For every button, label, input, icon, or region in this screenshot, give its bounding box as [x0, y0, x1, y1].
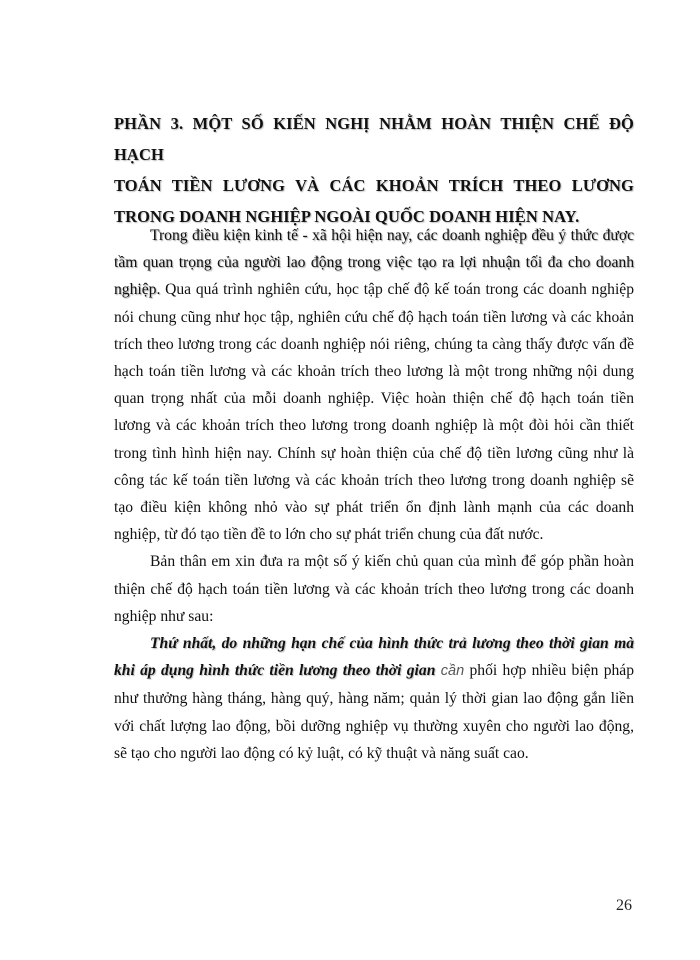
heading-line-2: TOÁN TIỀN LƯƠNG VÀ CÁC KHOẢN TRÍCH THEO LƯƠNG: [114, 176, 634, 195]
first-point-light-word: cần: [435, 663, 465, 680]
paragraph-first-point: [114, 630, 634, 767]
body-text: [114, 222, 634, 767]
page-number: 26: [616, 897, 632, 914]
paragraph-intro-rest: Qua quá trình nghiên cứu, học tập chế độ kế toán trong các doanh nghiệp nói chung cũng như học tập, nghiên cứu chế độ hạch toán tiền lương và các khoản trích theo lương trong các doanh nghiệp nói riêng, chúng ta càng thấy được vấn đề hạch toán tiền lương và các khoản trích theo lương là một trong những nội dung quan trọng nhất của mỗi doanh nghiệp. Việc hoàn thiện chế độ hạch toán tiền lương và các khoản trích theo lương trong doanh nghiệp là một đòi hỏi cần thiết trong tình hình hiện nay. Chính sự hoàn thiện của chế độ tiền lương cũng như là công tác kế toán tiền lương và các khoản trích theo lương trong doanh nghiệp sẽ tạo điều kiện không nhỏ vào sự phát triển ổn định lành mạnh của các doanh nghiệp, từ đó tạo tiền đề to lớn cho sự phát triển chung của đất nước.: [114, 281, 634, 544]
paragraph-opinion: Bản thân em xin đưa ra một số ý kiến chủ quan của mình để góp phần hoàn thiện chế độ hạch toán tiền lương và các khoản trích theo lương trong các doanh nghiệp như sau:: [114, 553, 634, 625]
heading-line-1: PHẦN 3. MỘT SỐ KIẾN NGHỊ NHẰM HOÀN THIỆN CHẾ ĐỘ HẠCH: [114, 114, 634, 164]
paragraph-intro: [114, 222, 634, 548]
first-point-emphasis: Thứ nhất, do những hạn chế của hình thức trả lương theo thời gian mà khi áp dụng hình thức tiền lương theo thời gian: [114, 635, 634, 680]
first-point-rest: phối hợp nhiều biện pháp như thưởng hàng tháng, hàng quý, hàng năm; quản lý thời gian lao động gắn liền với chất lượng lao động, bồi dưỡng nghiệp vụ thường xuyên cho người lao động, sẽ tạo cho người lao động có kỷ luật, có kỹ thuật và năng suất cao.: [114, 662, 635, 762]
heading-line-3: TRONG DOANH NGHIỆP NGOÀI QUỐC DOANH HIỆN NAY.: [114, 207, 580, 226]
paragraph-intro-shadowed: Trong điều kiện kinh tế - xã hội hiện nay, các doanh nghiệp đều ý thức được tầm quan trọng của người lao động trong việc tạo ra lợi nhuận tối đa cho doanh nghiệp.: [114, 227, 634, 299]
section-heading: [114, 108, 634, 232]
